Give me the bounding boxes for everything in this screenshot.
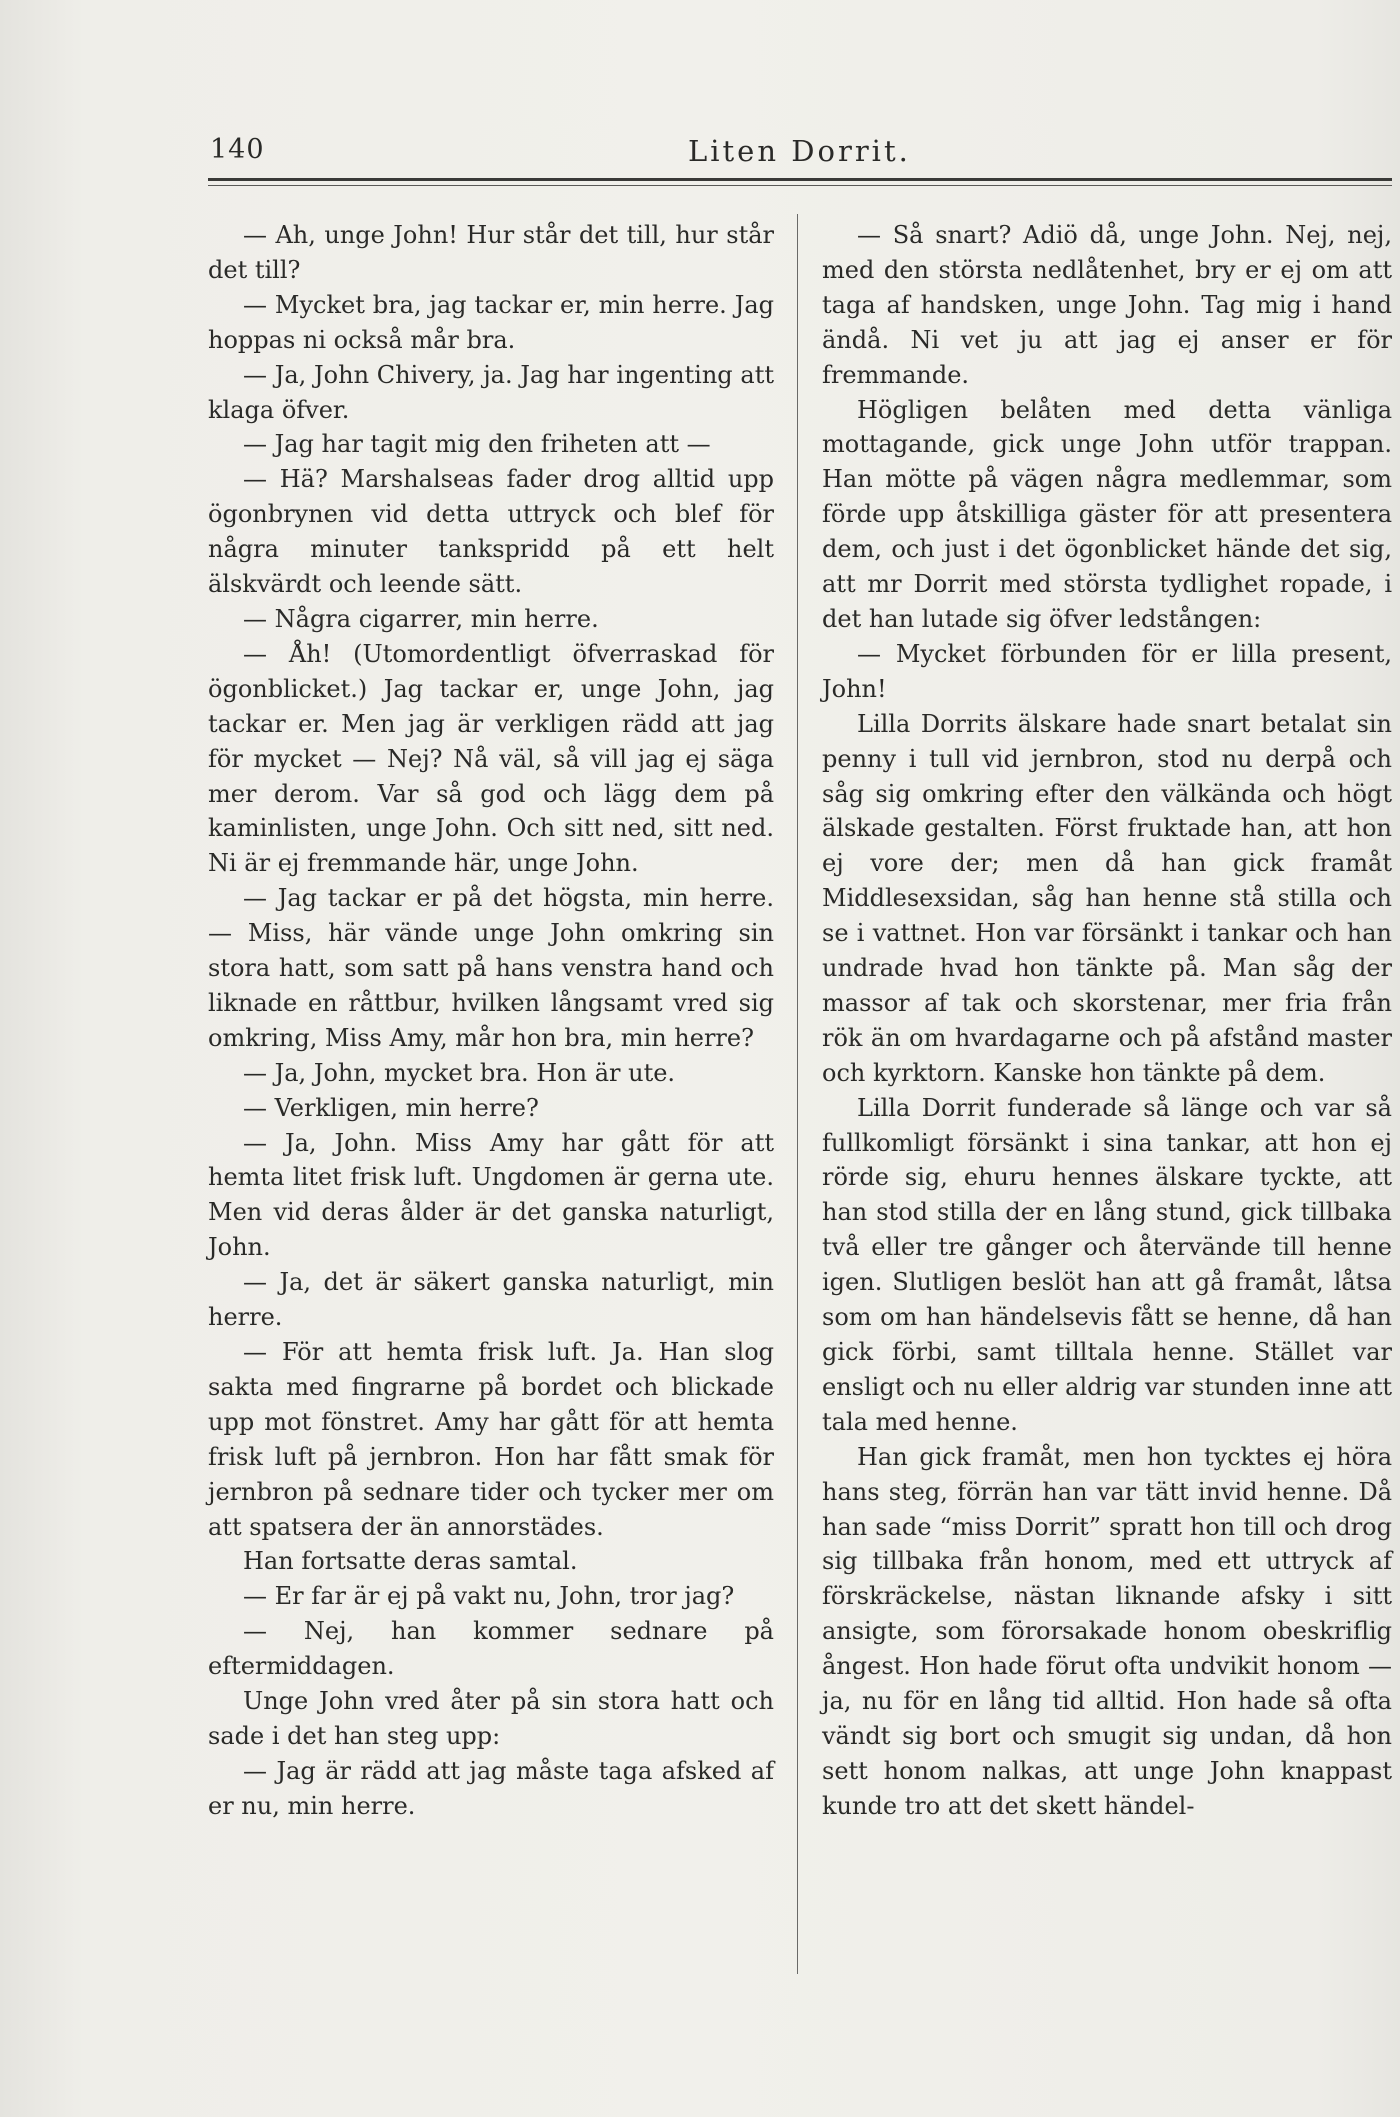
paragraph: Högligen belåten med detta vänliga mottagande, gick unge John utför trappan. Han mötte på vägen några medlemmar, som förde upp åtskilliga gäster för att presentera dem, och just i det ögonblicket hände det sig, att mr Dorrit med största tydlighet ropade, i det han lutade sig öfver ledstången: <box>822 395 1392 633</box>
left-column <box>208 218 774 1824</box>
paragraph: — Ja, det är säkert ganska naturligt, min herre. <box>208 1268 774 1332</box>
paragraph: — Jag har tagit mig den friheten att — <box>243 430 711 459</box>
paragraph: Lilla Dorrits älskare hade snart betalat sin penny i tull vid jernbron, stod nu derpå och såg sig omkring efter den välkända och högt älskade gestalten. Först fruktade han, att hon ej vore der; men då han gick framåt Middlesexsidan, såg han henne stå stilla och se i vattnet. Hon var försänkt i tankar och han undrade hvad hon tänkte på. Man såg der massor af tak och skorstenar, mer fria från rök än om hvardagarne och på afstånd master och kyrktorn. Kanske hon tänkte på dem. <box>822 709 1392 1087</box>
paragraph: — Så snart? Adiö då, unge John. Nej, nej, med den största nedlåtenhet, bry er ej om att taga af handsken, unge John. Tag mig i hand ändå. Ni vet ju att jag ej anser er för fremmande. <box>822 221 1392 389</box>
paragraph: — Ah, unge John! Hur står det till, hur står det till? <box>208 221 774 284</box>
paragraph: — Hä? Marshalseas fader drog alltid upp ögonbrynen vid detta uttryck och blef för några minuter tankspridd på ett helt älskvärdt och leende sätt. <box>208 465 774 599</box>
page-number: 140 <box>210 134 265 165</box>
paragraph: Unge John vred åter på sin stora hatt och sade i det han steg upp: <box>208 1687 774 1750</box>
paragraph: — Ja, John, mycket bra. Hon är ute. <box>243 1058 676 1087</box>
column-divider <box>797 214 798 1974</box>
page-header <box>210 134 1390 174</box>
paragraph: — Mycket bra, jag tackar er, min herre. Jag hoppas ni också mår bra. <box>208 290 774 354</box>
paragraph: — Åh! (Utomordentligt öfverraskad för ögonblicket.) Jag tackar er, unge John, jag tackar er. Men jag är verkligen rädd att jag för mycket — Nej? Nå väl, så vill jag ej säga mer derom. Var så god och lägg dem på kaminlisten, unge John. Och sitt ned, sitt ned. Ni är ej fremmande här, unge John. <box>208 639 774 878</box>
paragraph: Han gick framåt, men hon tycktes ej höra hans steg, förrän han var tätt invid henne. Då han sade “miss Dorrit” spratt hon till och drog sig tillbaka från honom, med ett uttryck af förskräckelse, nästan liknande afsky i sitt ansigte, som förorsakade honom obeskriflig ångest. Hon hade förut ofta undvikit honom — ja, nu för en lång tid alltid. Hon hade så ofta vändt sig bort och smugit sig undan, då hon sett honom nalkas, att unge John knappast kunde tro att det skett händel- <box>822 1442 1392 1820</box>
paragraph: — Mycket förbunden för er lilla present, John! <box>822 639 1392 703</box>
paragraph: — Jag är rädd att jag måste taga afsked af er nu, min herre. <box>208 1756 774 1820</box>
running-title: Liten Dorrit. <box>688 134 911 168</box>
paragraph: — För att hemta frisk luft. Ja. Han slog sakta med fingrarne på bordet och blickade upp mot fönstret. Amy har gått för att hemta frisk luft på jernbron. Hon har fått smak för jernbron på sednare tider och tycker mer om att spatsera der än annorstädes. <box>208 1338 774 1541</box>
paragraph: Han fortsatte deras samtal. <box>243 1547 578 1576</box>
header-rule-thin <box>208 185 1392 186</box>
paragraph: — Ja, John Chivery, ja. Jag har ingenting att klaga öfver. <box>208 360 774 424</box>
paragraph: — Några cigarrer, min herre. <box>243 604 599 633</box>
paragraph: — Ja, John. Miss Amy har gått för att hemta litet frisk luft. Ungdomen är gerna ute. Men vid deras ålder är det ganska naturligt, John. <box>208 1128 774 1262</box>
paragraph: — Jag tackar er på det högsta, min herre. — Miss, här vände unge John omkring sin stora hatt, som satt på hans venstra hand och liknade en råttbur, hvilken långsamt vred sig omkring, Miss Amy, mår hon bra, min herre? <box>208 884 774 1052</box>
right-column <box>822 218 1392 1824</box>
paragraph: — Verkligen, min herre? <box>243 1093 539 1122</box>
paragraph: — Er far är ej på vakt nu, John, tror jag? <box>243 1582 735 1611</box>
header-rule-thick <box>208 178 1392 181</box>
paragraph: Lilla Dorrit funderade så länge och var så fullkomligt försänkt i sina tankar, att hon ej rörde sig, ehuru hennes älskare tyckte, att han stod stilla der en lång stund, gick tillbaka två eller tre gånger och återvände till henne igen. Slutligen beslöt han att gå framåt, låtsa som om han händelsevis fått se henne, då han gick förbi, samt tilltala henne. Stället var ensligt och nu eller aldrig var stunden inne att tala med henne. <box>822 1093 1392 1436</box>
paragraph: — Nej, han kommer sednare på eftermiddagen. <box>208 1617 774 1681</box>
